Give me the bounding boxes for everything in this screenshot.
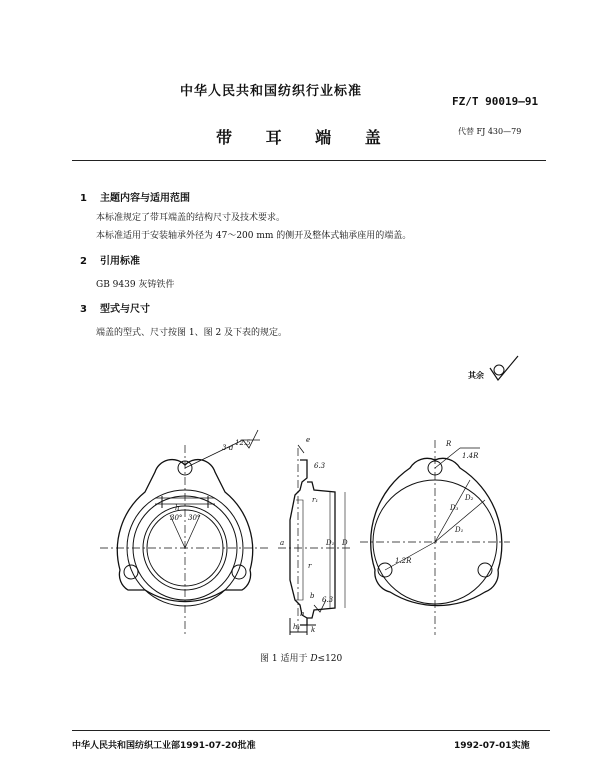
label-D1-mid: D₁ (326, 539, 335, 547)
section-1-heading (80, 189, 190, 204)
label-r1: r₁ (312, 496, 319, 504)
right-view (360, 440, 510, 635)
label-D2: D₂ (465, 494, 474, 502)
section-2-title: 引用标准 (100, 256, 140, 267)
figure-caption-prefix: 图 1 适用于 (260, 654, 311, 664)
issuing-organization: 中华人民共和国纺织行业标准 (180, 84, 363, 99)
section-3-title: 型式与尺寸 (100, 304, 150, 315)
label-a: a (280, 539, 285, 547)
label-rough-mid: 6.3 (314, 462, 326, 470)
label-D-mid: D (342, 539, 348, 547)
label-R: R (446, 440, 452, 448)
section-2-number: 2 (80, 256, 87, 267)
footer-rule (72, 730, 550, 731)
figure-caption (260, 651, 342, 664)
label-D1-right: D₁ (455, 526, 464, 534)
label-h: h (175, 504, 180, 512)
section-1-para-2: 本标准适用于安装轴承外径为 47～200 mm 的侧开及整体式轴承座用的端盖。 (96, 231, 412, 241)
document-title: 带 耳 端 盖 (216, 128, 395, 147)
figure-caption-var: D (310, 654, 318, 664)
section-1-title: 主题内容与适用范围 (100, 193, 190, 204)
section-3-number: 3 (80, 304, 87, 315)
label-h-bottom: h (300, 610, 305, 618)
label-D3: D₃ (450, 504, 459, 512)
section-1-number: 1 (80, 193, 87, 204)
left-view (100, 430, 270, 635)
label-h1: h₁ (293, 623, 301, 631)
middle-section-view (278, 445, 350, 635)
footer-effective-date: 1992-07-01实施 (454, 741, 530, 751)
section-2-para-1: GB 9439 灰铸铁件 (96, 280, 175, 290)
footer-approval: 中华人民共和国纺织工业部1991-07-20批准 (72, 741, 256, 751)
label-rough-left: 12.5 (235, 439, 251, 447)
standard-number: FZ/T 90019—91 (452, 95, 539, 108)
label-1-4R: 1.4R (462, 452, 479, 460)
label-holes: 3-d (222, 444, 234, 452)
figure-caption-suffix: ≤120 (317, 654, 343, 664)
roughness-symbol-icon (488, 354, 524, 384)
label-k: k (311, 626, 316, 634)
label-rough-mid-2: 6.3 (322, 596, 334, 604)
label-r: r (308, 562, 312, 570)
section-2-heading (80, 252, 140, 267)
header-rule (72, 160, 546, 161)
label-b: b (310, 592, 315, 600)
figure-1-drawing (100, 420, 540, 645)
label-angle-1: 30° (170, 514, 183, 522)
section-1-para-1: 本标准规定了带耳端盖的结构尺寸及技术要求。 (96, 213, 286, 223)
replaces-note: 代替 FJ 430—79 (458, 127, 522, 136)
section-3-heading (80, 300, 150, 315)
section-3-para-1: 端盖的型式、尺寸按图 1、图 2 及下表的规定。 (96, 328, 288, 338)
label-angle-2: 30° (188, 514, 201, 522)
label-e: e (306, 436, 311, 444)
roughness-note-label: 其余 (468, 370, 484, 380)
label-1-2R: 1.2R (395, 557, 412, 565)
